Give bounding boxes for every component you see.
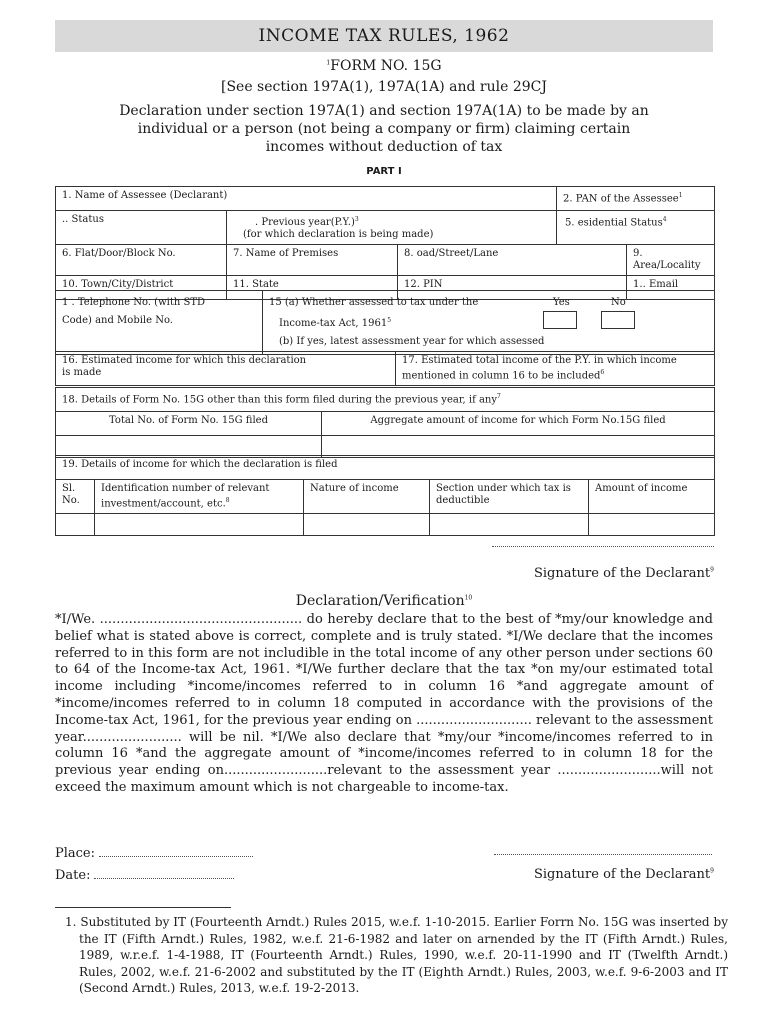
no-label: No (611, 297, 626, 308)
rules-title: INCOME TAX RULES, 1962 (258, 26, 510, 46)
status-field[interactable]: .. Status (56, 211, 227, 245)
signature-line-top[interactable] (492, 546, 714, 547)
signature-line-bottom[interactable] (494, 854, 712, 855)
section-deductible-cell[interactable] (430, 514, 589, 536)
declarant-details-table (55, 186, 715, 300)
aggregate-amount-header: Aggregate amount of income for which Form No.15G filed (322, 412, 715, 436)
income-details-heading: 19. Details of income for which the declaration is filed (56, 456, 715, 480)
form-number: $^1$FORM NO. 15G (326, 58, 442, 74)
identification-number-header: Identification number of relevant investment/account, etc.$^8$ (95, 480, 304, 514)
total-forms-filed-header: Total No. of Form No. 15G filed (56, 412, 322, 436)
telephone-assessment-table (55, 290, 715, 355)
see-section-reference: [See section 197A(1), 197A(1A) and rule 29CJ (220, 79, 547, 95)
serial-no-header: Sl. No. (56, 480, 95, 514)
income-details-table (55, 455, 715, 536)
pin-field[interactable]: 12. PIN (398, 276, 627, 300)
area-locality-field[interactable]: 9. Area/Locality (627, 245, 715, 276)
declaration-body: *I/We. ................................................. do hereby declare that to the best of *my/our knowledge and belief what is stated above is correct, complete and is truly stated. *I/We declare that the incomes referred to in this form are not includible in the total income of any other person under sections 60 to 64 of the Income-tax Act, 1961. *I/We further declare that the tax *on my/our estimated total income including *income/incomes referred to in column 16 *and aggregate amount of *income/incomes referred to in column 18 computed in accordance with the provisions of the Income-tax Act, 1961, for the previous year ending on ............................ relevant to the assessment year........................ will be nil. *I/We also declare that *my/our *income/incomes referred to in column 16 *and the aggregate amount of *income/incomes referred to in column 18 for the previous year ending on.........................relevant to the assessment year .........................will not exceed the maximum amount which is not chargeable to income-tax. (55, 612, 713, 795)
estimated-income-table (55, 351, 715, 386)
section-deductible-header: Section under which tax is deductible (430, 480, 589, 514)
part-label: PART I (366, 166, 402, 177)
signature-label-bottom: Signature of the Declarant$^9$ (533, 867, 714, 882)
date-field[interactable]: Date: (55, 868, 234, 883)
residential-status-field[interactable]: 5. esidential Status$^4$ (557, 211, 715, 245)
flat-door-block-field[interactable]: 6. Flat/Door/Block No. (56, 245, 227, 276)
yes-label: Yes (553, 297, 570, 308)
amount-of-income-header: Amount of income (589, 480, 715, 514)
no-checkbox[interactable] (601, 311, 635, 329)
declaration-description: Declaration under section 197A(1) and section 197A(1A) to be made by an individual or a person (not being a company or firm) claiming certain incomes without deduction of tax (119, 103, 649, 155)
identification-number-cell[interactable] (95, 514, 304, 536)
estimated-income-field[interactable]: 16. Estimated income for which this declaration is made (56, 352, 396, 386)
town-city-district-field[interactable]: 10. Town/City/District (56, 276, 227, 300)
estimated-total-income-field[interactable]: 17. Estimated total income of the P.Y. in which income mentioned in column 16 to be included$^6$ (396, 352, 715, 386)
premises-name-field[interactable]: 7. Name of Premises (227, 245, 398, 276)
rules-title-banner (55, 20, 713, 52)
name-of-assessee-field[interactable]: 1. Name of Assessee (Declarant) (56, 187, 557, 211)
previous-year-field[interactable]: . Previous $year(P.Y.)^3$ (for which declaration is being made) (227, 211, 557, 245)
footnote: 1. Substituted by IT (Fourteenth Arndt.) Rules 2015, w.e.f. 1-10-2015. Earlier Forrn No. 15G was inserted by the IT (Fifth Arndt.) Rules, 1982, w.e.f. 21-6-1982 and later on arnended by the IT (Fifth Arndt.) Rules, 1989, w.r.e.f. 1-4-1988, IT (Fourteenth Arndt.) Rules, 1990, w.e.f. 20-11-1990 and IT (Twelfth Arndt.) Rules, 2002, w.e.f. 21-6-2002 and substituted by the IT (Eighth Arndt.) Rules, 2003, w.e.f. 9-6-2003 and IT (Second Arndt.) Rules, 2013, w.e.f. 19-2-2013. (65, 915, 728, 995)
serial-no-cell[interactable] (56, 514, 95, 536)
form-15g-filed-table (55, 387, 715, 458)
pan-field[interactable]: 2. PAN of the Assessee$^1$ (557, 187, 715, 211)
declaration-heading: Declaration/Verification$^{10}$ (295, 593, 473, 609)
state-field[interactable]: 11. State (227, 276, 398, 300)
nature-of-income-cell[interactable] (304, 514, 430, 536)
form-15g-details-heading: 18. Details of Form No. 15G other than this form filed during the previous year, if any$^7$ (56, 388, 715, 412)
assessed-to-tax-field: 15 (a) Whether assessed to tax under the Income-tax Act, 1961$^5$ (b) If yes, latest assessment year for which assessed Yes No (263, 291, 715, 355)
amount-of-income-cell[interactable] (589, 514, 715, 536)
signature-label-top: Signature of the Declarant$^9$ (533, 566, 714, 581)
road-street-lane-field[interactable]: 8. oad/Street/Lane (398, 245, 627, 276)
nature-of-income-header: Nature of income (304, 480, 430, 514)
place-field[interactable]: Place: (55, 846, 253, 861)
yes-checkbox[interactable] (543, 311, 577, 329)
telephone-field[interactable]: 1 . Telephone No. (with STD Code) and Mobile No. (56, 291, 263, 355)
footnote-divider (55, 907, 231, 908)
email-field[interactable]: 1.. Email (627, 276, 715, 300)
